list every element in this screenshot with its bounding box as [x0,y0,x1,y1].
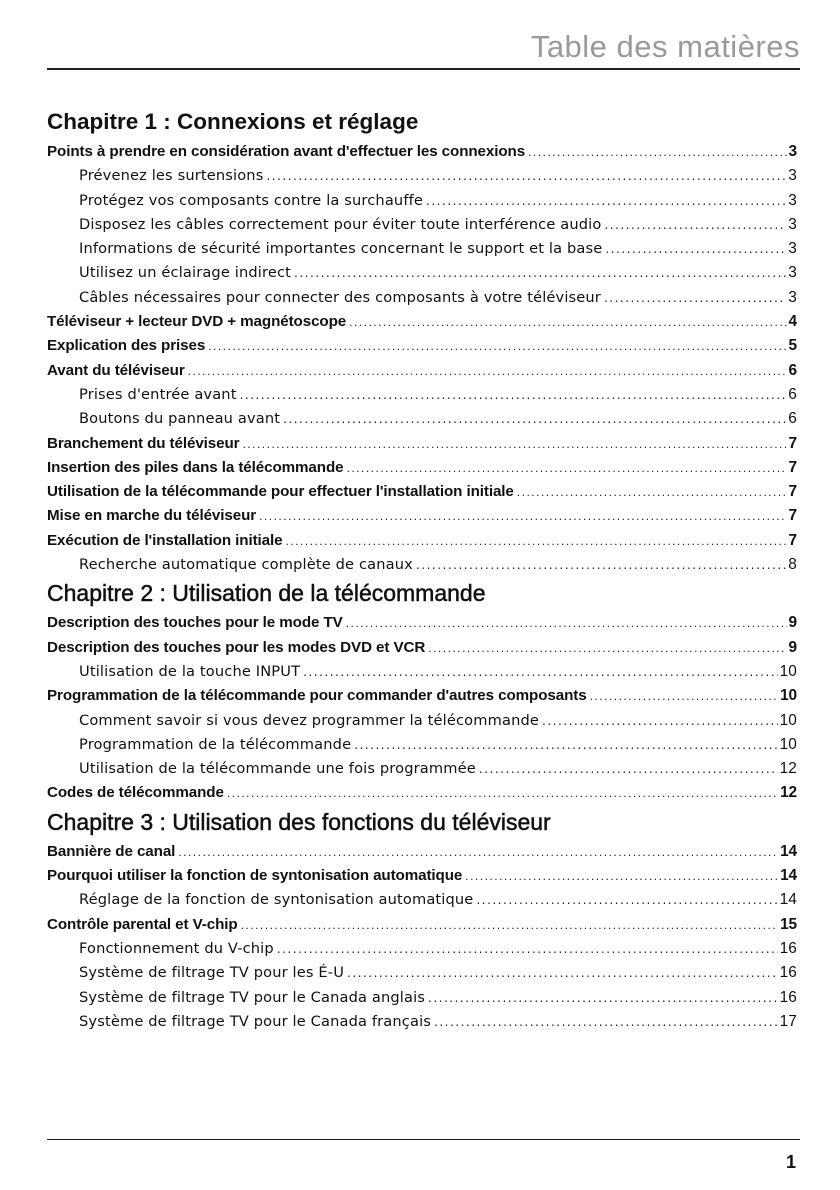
toc-entry-page-number: 14 [780,867,797,885]
toc-entry-page-number: 3 [788,215,797,233]
toc-subsection-entry[interactable] [47,553,797,577]
toc-entry-page-number: 17 [779,1012,797,1030]
toc-entry-page-number: 7 [788,507,797,525]
toc-entry-page-number: 6 [788,385,797,403]
toc-entry-page-number: 14 [780,842,797,860]
toc-entry-page-number: 3 [788,264,797,282]
toc-entry-page-number: 16 [779,939,797,957]
toc-entry-label: Utilisation de la télécommande une fois programmée [79,760,476,778]
toc-entry-page-number: 3 [788,143,797,160]
toc-subsection-entry[interactable] [47,286,797,310]
toc-entry-page-number: 8 [788,556,797,574]
toc-entry-page-number: 14 [779,891,797,909]
toc-entry-label: Avant du téléviseur [47,361,185,379]
toc-section-entry[interactable] [47,140,797,164]
toc-entry-label: Branchement du téléviseur [47,434,240,452]
toc-entry-page-number: 7 [788,458,797,476]
toc-entry-label: Insertion des piles dans la télécommande [47,458,344,476]
dot-leader [517,480,787,504]
toc-entry-page-number: 10 [779,735,797,753]
toc-entry-page-number: 5 [788,337,797,355]
toc-subsection-entry[interactable] [47,660,797,684]
toc-entry-page-number: 7 [788,483,797,501]
toc-subsection-entry[interactable] [47,937,797,961]
toc-entry-label: Mise en marche du téléviseur [47,507,257,525]
dot-leader [349,310,786,334]
dot-leader [465,864,778,888]
toc-entry-page-number: 6 [788,410,797,428]
toc-entry-page-number: 15 [780,915,797,933]
dot-leader [208,334,786,358]
dot-leader [426,189,786,213]
page-title: Table des matières [530,29,800,64]
table-of-contents [47,106,797,1034]
toc-entry-label: Réglage de la fonction de syntonisation automatique [79,891,474,909]
toc-entry-page-number: 12 [780,784,797,802]
toc-section-entry[interactable] [47,359,797,383]
dot-leader [294,261,786,285]
dot-leader [227,781,778,805]
toc-entry-label: Utilisez un éclairage indirect [79,264,291,282]
dot-leader [303,660,777,684]
toc-entry-label: Prévenez les surtensions [79,167,264,185]
toc-entry-page-number: 4 [788,313,797,331]
dot-leader [476,888,777,912]
dot-leader [285,529,786,553]
toc-section-entry[interactable] [47,310,797,334]
dot-leader [259,504,786,528]
toc-entry-page-number: 16 [779,988,797,1006]
toc-entry-page-number: 10 [780,687,797,705]
toc-entry-page-number: 7 [788,531,797,549]
toc-section-entry[interactable] [47,636,797,660]
toc-section-entry[interactable] [47,504,797,528]
toc-entry-page-number: 7 [788,434,797,452]
toc-entry-label: Câbles nécessaires pour connecter des composants à votre téléviseur [79,288,601,306]
toc-entry-label: Fonctionnement du V-chip [79,939,274,957]
toc-section-entry[interactable] [47,432,797,456]
dot-leader [354,733,777,757]
toc-entry-label: Système de filtrage TV pour le Canada anglais [79,988,426,1006]
dot-leader [346,456,786,480]
dot-leader [542,709,778,733]
toc-subsection-entry[interactable] [47,888,797,912]
toc-entry-label: Protégez vos composants contre la surchauffe [79,191,424,209]
dot-leader [590,684,779,708]
toc-entry-page-number: 12 [779,760,797,778]
toc-section-entry[interactable] [47,684,797,708]
toc-subsection-entry[interactable] [47,709,797,733]
toc-section-entry[interactable] [47,781,797,805]
dot-leader [604,286,786,310]
toc-subsection-entry[interactable] [47,961,797,985]
toc-subsection-entry[interactable] [47,261,797,285]
dot-leader [283,407,786,431]
chapter-heading: Chapitre 3 : Utilisation des fonctions du téléviseur [47,808,551,835]
toc-entry-label: Pourquoi utiliser la fonction de syntonisation automatique [47,867,463,885]
toc-subsection-entry[interactable] [47,1010,797,1034]
toc-section-entry[interactable] [47,334,797,358]
chapter-heading: Chapitre 2 : Utilisation de la télécommande [47,580,486,607]
toc-entry-label: Utilisation de la télécommande pour effectuer l'installation initiale [47,483,514,501]
dot-leader [277,937,778,961]
dot-leader [346,611,787,635]
toc-subsection-entry[interactable] [47,237,797,261]
dot-leader [188,359,787,383]
toc-entry-label: Recherche automatique complète de canaux [79,556,413,574]
dot-leader [428,986,778,1010]
toc-subsection-entry[interactable] [47,733,797,757]
toc-entry-page-number: 6 [788,361,797,379]
toc-entry-label: Description des touches pour le mode TV [47,614,343,632]
chapter-heading: Chapitre 1 : Connexions et réglage [47,109,419,134]
toc-entry-label: Informations de sécurité importantes concernant le support et la base [79,240,603,258]
toc-subsection-entry[interactable] [47,383,797,407]
toc-entry-label: Codes de télécommande [47,784,224,802]
dot-leader [416,553,786,577]
dot-leader [178,840,778,864]
dot-leader [428,636,786,660]
toc-entry-label: Disposez les câbles correctement pour éviter toute interférence audio [79,215,602,233]
toc-entry-label: Boutons du panneau avant [79,410,281,428]
page-number: 1 [785,1152,796,1172]
toc-entry-page-number: 3 [788,167,797,185]
toc-subsection-entry[interactable] [47,757,797,781]
toc-entry-page-number: 9 [788,638,797,656]
toc-subsection-entry[interactable] [47,189,797,213]
toc-section-entry[interactable] [47,840,797,864]
page-header [47,28,800,70]
dot-leader [266,164,786,188]
toc-entry-label: Contrôle parental et V-chip [47,915,238,933]
toc-entry-page-number: 10 [779,662,797,680]
toc-subsection-entry[interactable] [47,407,797,431]
dot-leader [605,237,786,261]
toc-entry-label: Utilisation de la touche INPUT [79,662,301,680]
toc-entry-label: Points à prendre en considération avant d'effectuer les connexions [47,143,526,160]
toc-section-entry[interactable] [47,480,797,504]
toc-entry-label: Téléviseur + lecteur DVD + magnétoscope [47,313,347,331]
toc-entry-label: Programmation de la télécommande pour commander d'autres composants [47,687,587,705]
footer-divider [47,1139,800,1140]
toc-entry-label: Système de filtrage TV pour les É-U [79,964,345,982]
toc-entry-label: Bannière de canal [47,842,176,860]
toc-entry-label: Prises d'entrée avant [79,385,237,403]
toc-entry-page-number: 10 [779,711,797,729]
toc-subsection-entry[interactable] [47,164,797,188]
toc-entry-label: Comment savoir si vous devez programmer la télécommande [79,711,540,729]
toc-entry-label: Système de filtrage TV pour le Canada français [79,1012,432,1030]
dot-leader [242,432,786,456]
toc-entry-label: Programmation de la télécommande [79,735,352,753]
toc-entry-page-number: 3 [788,191,797,209]
dot-leader [241,913,779,937]
toc-section-entry[interactable] [47,529,797,553]
toc-entry-page-number: 16 [779,964,797,982]
toc-entry-label: Description des touches pour les modes DVD et VCR [47,638,426,656]
toc-entry-page-number: 3 [788,240,797,258]
toc-section-entry[interactable] [47,456,797,480]
dot-leader [528,140,786,164]
toc-entry-label: Exécution de l'installation initiale [47,531,283,549]
toc-section-entry[interactable] [47,864,797,888]
toc-entry-label: Explication des prises [47,337,206,355]
toc-section-entry[interactable] [47,913,797,937]
toc-subsection-entry[interactable] [47,213,797,237]
dot-leader [240,383,787,407]
toc-subsection-entry[interactable] [47,986,797,1010]
dot-leader [479,757,778,781]
dot-leader [604,213,786,237]
dot-leader [434,1010,778,1034]
toc-entry-page-number: 3 [788,288,797,306]
toc-section-entry[interactable] [47,611,797,635]
toc-entry-page-number: 9 [788,614,797,632]
dot-leader [347,961,778,985]
